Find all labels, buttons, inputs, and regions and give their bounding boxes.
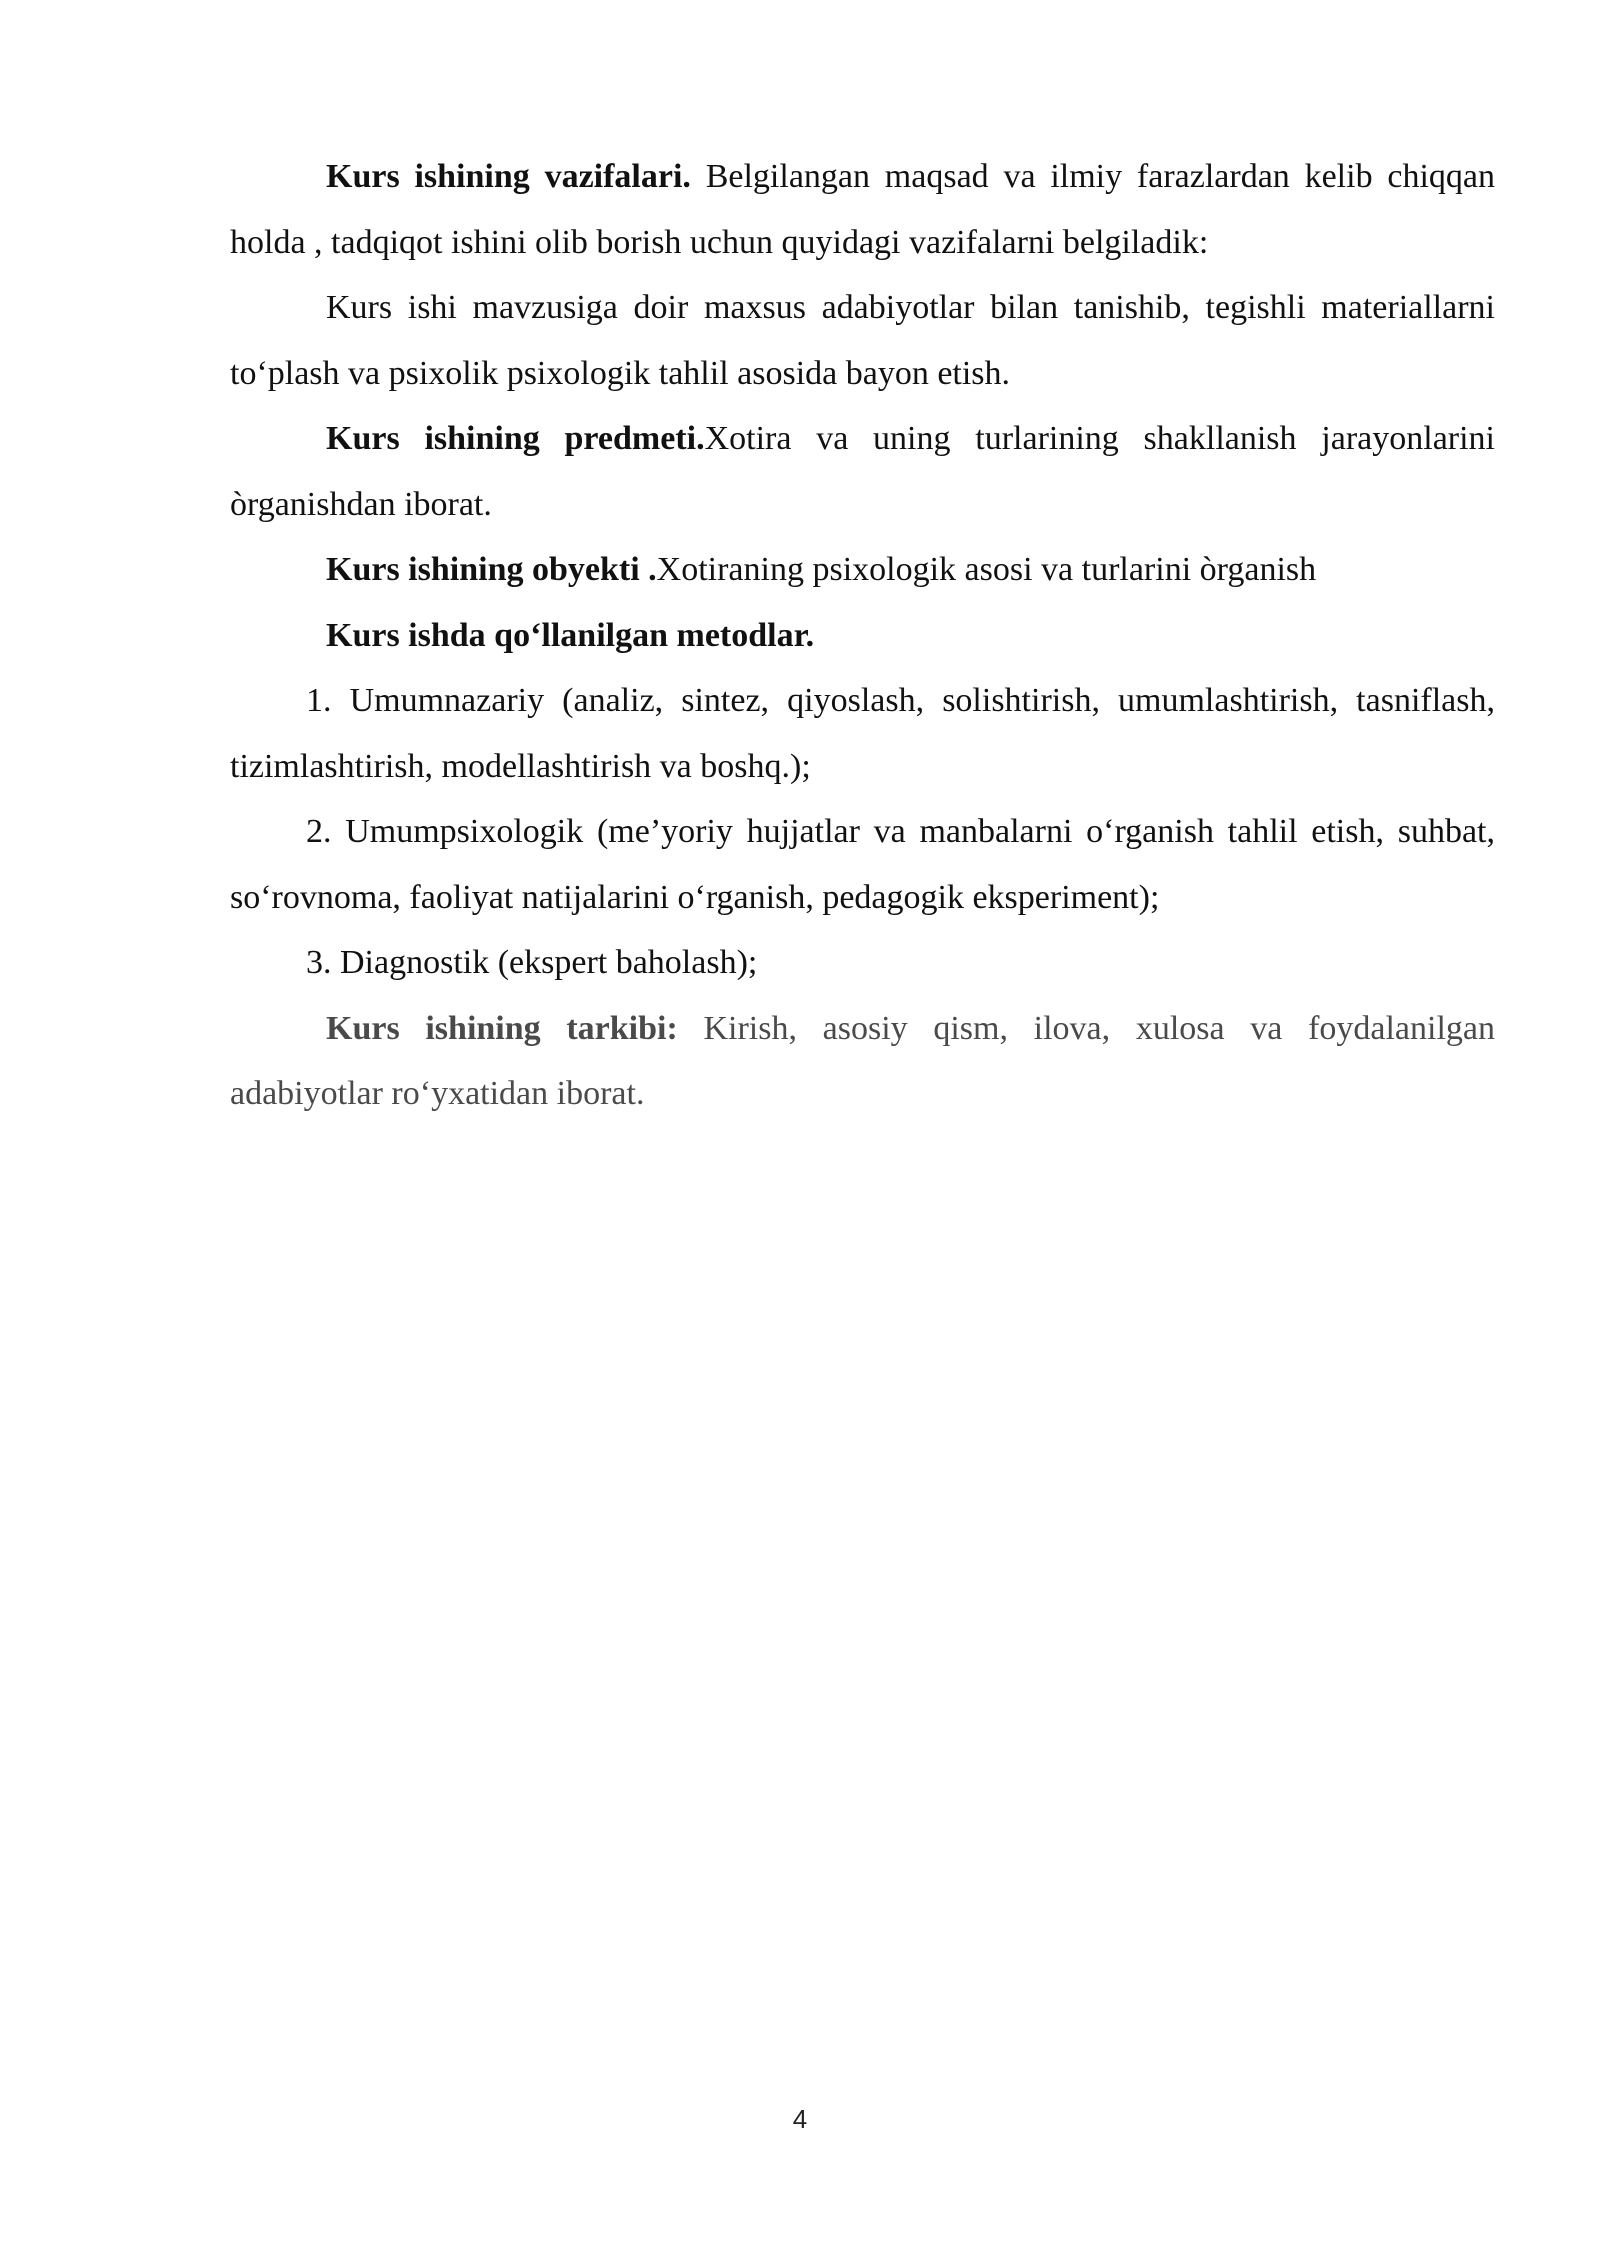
list-item <box>230 668 1495 799</box>
tasks-text: Belgilangan maqsad va ilmiy farazlardan kelib chiqqan holda , tadqiqot ishini olib borish uchun quyidagi vazifalarni belgiladik: <box>230 158 1495 261</box>
structure-heading: Kurs ishining tarkibi: <box>326 1009 678 1047</box>
structure-text: Kirish, asosiy qism, ilova, xulosa va foydalanilgan adabiyotlar ro‘yxatidan iborat. <box>230 1009 1495 1112</box>
list-item <box>230 930 1495 996</box>
subject-heading: Kurs ishining predmeti. <box>326 420 705 457</box>
object-text: Xotiraning psixologik asosi va turlarini òrganish <box>656 551 1317 588</box>
list-item <box>230 799 1495 930</box>
paragraph-methods-heading <box>230 603 1495 669</box>
paragraph-tasks <box>230 144 1495 275</box>
literature-text: Kurs ishi mavzusiga doir maxsus adabiyotlar bilan tanishib, tegishli materiallarni to‘plash va psixolik psixologik tahlil asosida bayon etish. <box>230 289 1495 392</box>
paragraph-object <box>230 537 1495 603</box>
list-item-text: Diagnostik (ekspert baholash); <box>331 944 758 981</box>
object-heading: Kurs ishining obyekti . <box>326 551 657 588</box>
tasks-heading: Kurs ishining vazifalari. <box>326 158 691 195</box>
list-item-number: 2. <box>306 813 332 850</box>
list-item-text: Umumpsixologik (me’yoriy hujjatlar va manbalarni o‘rganish tahlil etish, suhbat, so‘rovnoma, faoliyat natijalarini o‘rganish, pedagogik eksperiment); <box>230 813 1495 916</box>
list-item-number: 3. <box>306 944 332 981</box>
paragraph-structure <box>230 996 1495 1127</box>
page-number: 4 <box>792 2104 808 2134</box>
paragraph-literature <box>230 275 1495 406</box>
subject-text: Xotira va uning turlarining shakllanish jarayonlarini òrganishdan iborat. <box>230 420 1495 523</box>
list-item-number: 1. <box>306 682 332 719</box>
page-content <box>230 144 1495 1127</box>
list-item-text: Umumnazariy (analiz, sintez, qiyoslash, solishtirish, umumlashtirish, tasniflash, tizimlashtirish, modellashtirish va boshq.); <box>230 682 1495 785</box>
methods-heading: Kurs ishda qo‘llanilgan metodlar. <box>326 616 815 654</box>
paragraph-subject <box>230 406 1495 537</box>
